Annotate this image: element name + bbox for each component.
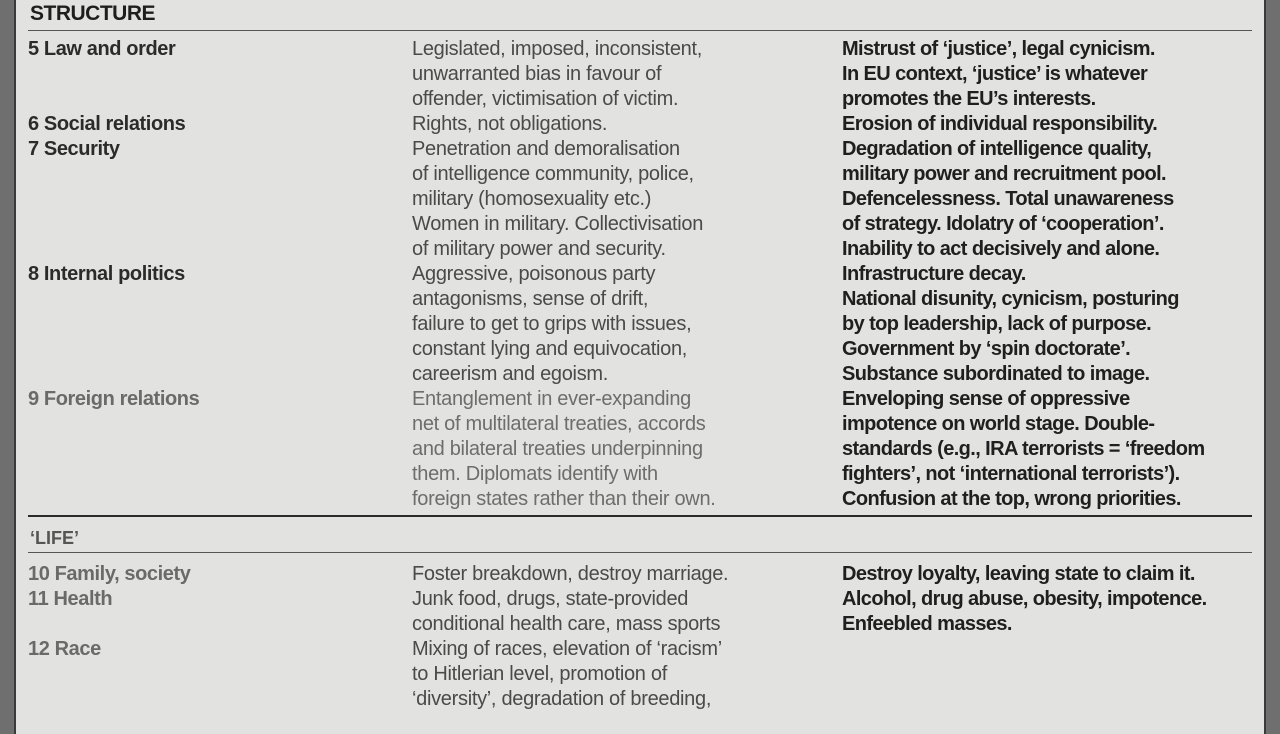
effect-line: Inability to act decisively and alone.	[842, 238, 1160, 260]
effect-cell	[842, 37, 1252, 112]
effect-line: of strategy. Idolatry of ‘cooperation’.	[842, 213, 1164, 235]
effect-line: In EU context, ‘justice’ is whatever	[842, 63, 1148, 85]
method-cell	[412, 387, 812, 512]
effect-line: by top leadership, lack of purpose.	[842, 313, 1152, 335]
method-line: Penetration and demoralisation	[412, 138, 680, 160]
method-line: Women in military. Collectivisation	[412, 213, 704, 235]
effect-line: standards (e.g., IRA terrorists = ‘freedom	[842, 438, 1205, 460]
section-rule-thick	[28, 515, 1252, 517]
effect-cell	[842, 562, 1252, 587]
method-line: of military power and security.	[412, 238, 666, 260]
section-heading-life: ‘LIFE’	[30, 528, 79, 548]
method-line: conditional health care, mass sports	[412, 613, 721, 635]
method-line: of intelligence community, police,	[412, 163, 694, 185]
method-line: Foster breakdown, destroy marriage.	[412, 563, 729, 585]
effect-line: Alcohol, drug abuse, obesity, impotence.	[842, 588, 1207, 610]
method-line: to Hitlerian level, promotion of	[412, 663, 667, 685]
effect-line: Enveloping sense of oppressive	[842, 388, 1130, 410]
method-cell	[412, 112, 812, 137]
method-line: Mixing of races, elevation of ‘racism’	[412, 638, 722, 660]
effect-line: National disunity, cynicism, posturing	[842, 288, 1179, 310]
method-line: Legislated, imposed, inconsistent,	[412, 38, 702, 60]
row-label: 7 Security	[28, 138, 120, 160]
row-label: 6 Social relations	[28, 113, 186, 135]
effect-cell	[842, 387, 1252, 512]
method-cell	[412, 587, 812, 637]
row-label: 8 Internal politics	[28, 263, 185, 285]
method-line: Junk food, drugs, state-provided	[412, 588, 689, 610]
effect-line: Mistrust of ‘justice’, legal cynicism.	[842, 38, 1155, 60]
row-label: 5 Law and order	[28, 38, 176, 60]
effect-line: military power and recruitment pool.	[842, 163, 1167, 185]
effect-line: Infrastructure decay.	[842, 263, 1026, 285]
effect-line: Degradation of intelligence quality,	[842, 138, 1152, 160]
effect-line: Defencelessness. Total unawareness	[842, 188, 1174, 210]
method-line: antagonisms, sense of drift,	[412, 288, 649, 310]
method-cell	[412, 37, 812, 112]
method-line: Entanglement in ever-expanding	[412, 388, 691, 410]
effect-line: fighters’, not ‘international terrorists’).	[842, 463, 1180, 485]
method-line: military (homosexuality etc.)	[412, 188, 652, 210]
section-rule-life	[28, 552, 1252, 553]
effect-line: Enfeebled masses.	[842, 613, 1012, 635]
scanned-document-page	[14, 0, 1266, 734]
method-line: foreign states rather than their own.	[412, 488, 716, 510]
method-cell	[412, 637, 812, 712]
section-rule-top	[28, 30, 1252, 31]
method-cell	[412, 562, 812, 587]
method-line: Aggressive, poisonous party	[412, 263, 656, 285]
method-line: unwarranted bias in favour of	[412, 63, 662, 85]
effect-line: Confusion at the top, wrong priorities.	[842, 488, 1181, 510]
method-line: Rights, not obligations.	[412, 113, 608, 135]
effect-cell	[842, 112, 1252, 137]
effect-line: impotence on world stage. Double-	[842, 413, 1155, 435]
row-label: 12 Race	[28, 638, 101, 660]
row-label: 11 Health	[28, 588, 113, 610]
method-line: them. Diplomats identify with	[412, 463, 658, 485]
method-line: careerism and egoism.	[412, 363, 609, 385]
row-label: 9 Foreign relations	[28, 388, 200, 410]
method-line: and bilateral treaties underpinning	[412, 438, 703, 460]
method-line: ‘diversity’, degradation of breeding,	[412, 688, 712, 710]
row-label: 10 Family, society	[28, 563, 191, 585]
effect-line: promotes the EU’s interests.	[842, 88, 1096, 110]
method-line: failure to get to grips with issues,	[412, 313, 692, 335]
effect-line: Erosion of individual responsibility.	[842, 113, 1158, 135]
method-line: net of multilateral treaties, accords	[412, 413, 706, 435]
method-cell	[412, 137, 812, 262]
effect-line: Substance subordinated to image.	[842, 363, 1150, 385]
effect-cell	[842, 262, 1252, 387]
effect-line: Destroy loyalty, leaving state to claim it.	[842, 563, 1195, 585]
section-heading-structure: STRUCTURE	[30, 2, 155, 25]
method-line: constant lying and equivocation,	[412, 338, 688, 360]
effect-cell	[842, 137, 1252, 262]
effect-line: Government by ‘spin doctorate’.	[842, 338, 1131, 360]
method-cell	[412, 262, 812, 387]
effect-cell	[842, 587, 1252, 637]
method-line: offender, victimisation of victim.	[412, 88, 679, 110]
